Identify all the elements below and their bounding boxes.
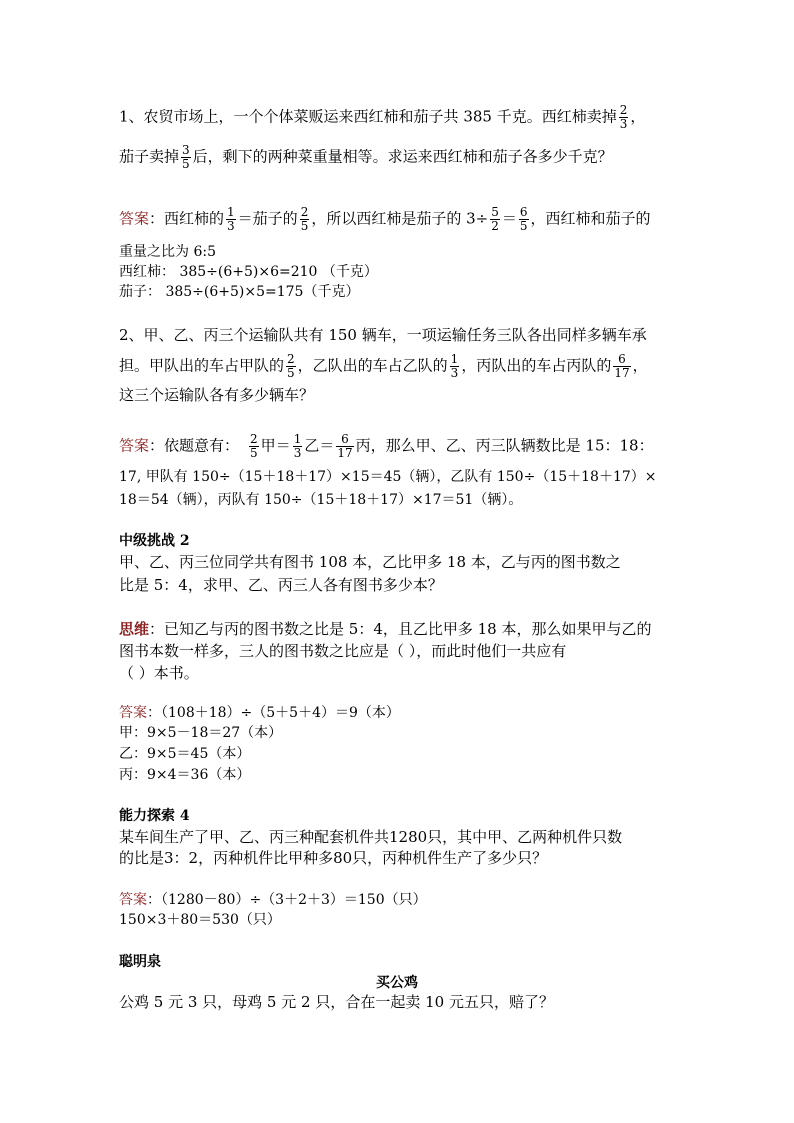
q2-text: ，丙队出的车占丙队的	[461, 356, 612, 375]
fraction	[249, 433, 259, 460]
section-heading: 中级挑战 2	[119, 533, 190, 549]
section-heading: 聪明泉	[119, 954, 161, 970]
q2-text: ，	[632, 356, 648, 375]
fraction	[286, 353, 296, 380]
s2-think3: （ ）本书。	[119, 664, 199, 682]
a1-line1	[119, 206, 651, 233]
s2-line1: 甲、乙、丙三位同学共有图书 108 本，乙比甲多 18 本，乙与丙的图书数之	[119, 553, 621, 571]
frac-num: 2	[619, 103, 628, 117]
frac-num: 6	[519, 205, 528, 219]
s2-line2: 比是 5：4，求甲、乙、丙三人各有图书多少本？	[119, 576, 443, 594]
frac-den: 5	[182, 157, 190, 171]
a2-line1	[119, 433, 654, 460]
s2-text: ：（108＋18）÷（5＋5＋4）＝9（本）	[147, 705, 400, 721]
frac-num: 1	[293, 432, 302, 446]
a2-line2: 17, 甲队有 150÷（15＋18＋17）×15＝45（辆），乙队有 150÷（15＋18＋17）×	[119, 469, 657, 485]
frac-num: 1	[450, 352, 459, 366]
fraction	[613, 353, 630, 380]
frac-num: 1	[227, 205, 235, 219]
frac-den: 17	[337, 446, 353, 460]
fraction	[490, 206, 500, 233]
frac-num: 6	[341, 432, 349, 446]
s4-ans1	[119, 890, 427, 910]
frac-den: 5	[300, 219, 309, 233]
s2-ans1	[119, 703, 400, 723]
q1-text: ，	[630, 107, 646, 126]
q1-text: 1、农贸市场上，一个个体菜贩运来西红柿和茄子共 385 千克。西红柿卖掉	[119, 107, 617, 126]
puzzle-title: 买公鸡	[376, 975, 418, 991]
a2-text: 丙，那么甲、乙、丙三队辆数比是 15：18：	[355, 436, 654, 455]
a1-text: ，西红柿和茄子的	[530, 209, 651, 228]
section-heading: 能力探索 4	[119, 808, 190, 824]
frac-num: 2	[300, 205, 309, 219]
fraction	[226, 206, 236, 233]
q2-line3: 这三个运输队各有多少辆车？	[119, 386, 315, 404]
frac-den: 3	[293, 446, 302, 460]
s2-ans2: 甲：9×5－18＝27（本）	[119, 725, 283, 741]
a1-line2: 重量之比为 6:5	[119, 244, 216, 260]
frac-num: 5	[491, 205, 499, 219]
a2-text: ：依题意有：	[149, 436, 240, 455]
q1-line2	[119, 144, 613, 171]
s2-ans3: 乙：9×5＝45（本）	[119, 746, 251, 762]
frac-den: 3	[619, 117, 628, 131]
s2-text: ：已知乙与丙的图书数之比是 5：4，且乙比甲多 18 本，那么如果甲与乙的	[149, 620, 652, 638]
answer-label: 答案	[119, 436, 150, 455]
answer-label: 答案	[119, 705, 147, 721]
s2-think1	[119, 619, 652, 639]
q1-line1	[119, 104, 645, 131]
a2-text: 甲＝	[260, 436, 291, 455]
a2-line3: 18＝54（辆），丙队有 150÷（15＋18＋17）×17＝51（辆）。	[119, 492, 523, 508]
q2-line2	[119, 353, 648, 380]
frac-den: 5	[519, 219, 528, 233]
q1-text: 茄子卖掉	[119, 147, 180, 166]
frac-num: 2	[287, 352, 295, 366]
frac-den: 5	[250, 446, 258, 460]
q1-text: 后，剩下的两种菜重量相等。求运来西红柿和茄子各多少千克？	[192, 147, 613, 166]
fraction	[519, 206, 529, 233]
answer-label: 答案	[119, 209, 150, 228]
s4-text: ：（1280－80）÷（3＋2＋3）＝150（只）	[147, 892, 427, 908]
s2-think2: 图书本数一样多，三人的图书数之比应是（ ），而此时他们一共应有	[119, 642, 567, 660]
fraction	[336, 433, 353, 460]
fraction	[293, 433, 303, 460]
a1-text: ＝	[501, 209, 517, 228]
a1-line3: 西红柿： 385÷(6+5)×6=210 （千克）	[119, 264, 378, 280]
fraction	[619, 104, 629, 131]
s5-line1: 公鸡 5 元 3 只，母鸡 5 元 2 只，合在一起卖 10 元五只，赔了？	[119, 993, 554, 1011]
frac-den: 3	[450, 366, 459, 380]
a1-line4: 茄子： 385÷(6+5)×5=175（千克）	[119, 284, 360, 300]
frac-den: 17	[614, 366, 630, 380]
fraction	[181, 144, 191, 171]
a2-text: 乙＝	[304, 436, 335, 455]
s4-line2: 的比是3：2，丙种机件比甲种多80只，丙种机件生产了多少只？	[119, 849, 548, 867]
fraction	[300, 206, 310, 233]
frac-den: 5	[287, 366, 295, 380]
s2-ans4: 丙：9×4＝36（本）	[119, 767, 251, 783]
frac-num: 2	[250, 432, 258, 446]
answer-label: 答案	[119, 892, 147, 908]
s4-ans2: 150×3＋80＝530（只）	[119, 912, 281, 928]
fraction	[450, 353, 460, 380]
think-label: 思维	[119, 620, 150, 638]
frac-num: 6	[618, 352, 626, 366]
q2-text: ，乙队出的车占乙队的	[297, 356, 448, 375]
a1-text: ，所以西红柿是茄子的 3÷	[311, 209, 489, 228]
a1-text: ：西红柿的	[149, 209, 225, 228]
frac-num: 3	[182, 143, 190, 157]
frac-den: 3	[227, 219, 235, 233]
a1-text: ＝茄子的	[237, 209, 298, 228]
frac-den: 2	[491, 219, 499, 233]
s4-line1: 某车间生产了甲、乙、丙三种配套机件共1280只，其中甲、乙两种机件只数	[119, 828, 623, 846]
q2-line1: 2、甲、乙、丙三个运输队共有 150 辆车，一项运输任务三队各出同样多辆车承	[119, 326, 647, 344]
q2-text: 担。甲队出的车占甲队的	[119, 356, 285, 375]
